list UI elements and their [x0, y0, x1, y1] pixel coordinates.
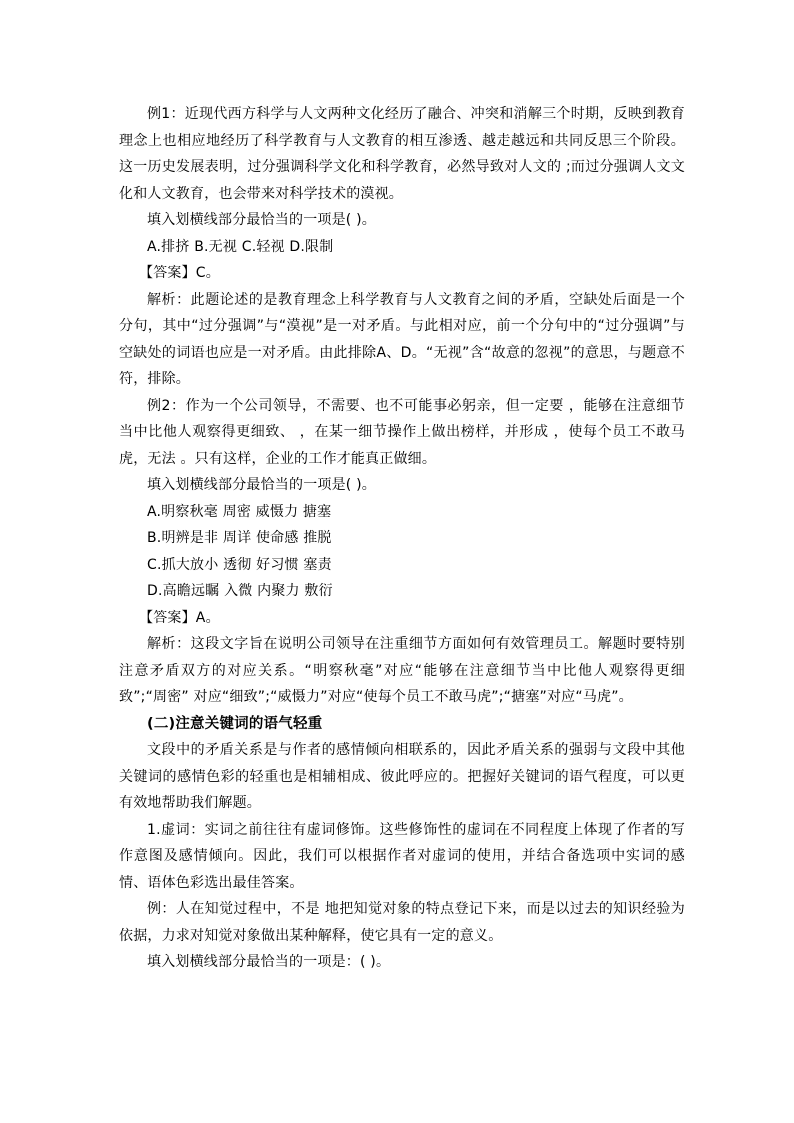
example-2-text: 例2：作为一个公司领导，不需要、也不可能事必躬亲，但一定要 ，能够在注意细节当中比他人观察得更细致、 ，在某一细节操作上做出榜样，并形成 ，使每个员工不敢马虎，无法 。只有这样，企业的工作才能真正做细。	[119, 397, 685, 467]
example-2-option-a: A.明察秋毫 周密 威慑力 搪塞	[147, 503, 332, 520]
function-words-point: 1.虚词：实词之前往往有虚词修饰。这些修饰性的虚词在不同程度上体现了作者的写作意图及感情倾向。因此，我们可以根据作者对虚词的使用，并结合备选项中实词的感情、语体色彩选出最佳答案。	[119, 821, 685, 891]
example-2-answer: 【答案】A。	[139, 609, 220, 626]
example-2-option-d: D.高瞻远瞩 入微 内聚力 敷衍	[147, 583, 333, 599]
example-1-answer: 【答案】C。	[139, 265, 220, 281]
example-3-text: 例：人在知觉过程中，不是 地把知觉对象的特点登记下来，而是以过去的知识经验为依据，力求对知觉对象做出某种解释，使它具有一定的意义。	[119, 901, 685, 944]
example-3-prompt: 填入划横线部分最恰当的一项是：( )。	[147, 954, 391, 970]
example-1-text: 例1：近现代西方科学与人文两种文化经历了融合、冲突和消解三个时期，反映到教育理念上也相应地经历了科学教育与人文教育的相互渗透、越走越远和共同反思三个阶段。这一历史发展表明，过分强调科学文化和科学教育，必然导致对人文的 ;而过分强调人文文化和人文教育，也会带来对科学技术的漠视。	[119, 106, 685, 202]
example-1-analysis: 解析：此题论述的是教育理念上科学教育与人文教育之间的矛盾，空缺处后面是一个分句，其中“过分强调”与“漠视”是一对矛盾。与此相对应，前一个分句中的“过分强调”与空缺处的词语也应是一对矛盾。由此排除A、D。“无视”含“故意的忽视”的意思，与题意不符，排除。	[119, 291, 685, 387]
example-2-prompt: 填入划横线部分最恰当的一项是( )。	[147, 477, 376, 493]
example-1-options: A.排挤 B.无视 C.轻视 D.限制	[147, 238, 334, 255]
example-2-analysis: 解析：这段文字旨在说明公司领导在注重细节方面如何有效管理员工。解题时要特别注意矛盾双方的对应关系。“明察秋毫”对应“能够在注意细节当中比他人观察得更细致”;“周密” 对应“细致”;“威慑力”对应“使每个员工不敢马虎”;“搪塞”对应“马虎”。	[119, 636, 685, 705]
example-2-option-c: C.抓大放小 透彻 好习惯 塞责	[147, 556, 332, 573]
section-intro: 文段中的矛盾关系是与作者的感情倾向相联系的，因此矛盾关系的强弱与文段中其他关键词的感情色彩的轻重也是相辅相成、彼此呼应的。把握好关键词的语气程度，可以更有效地帮助我们解题。	[119, 742, 685, 811]
example-2-option-b: B.明辨是非 周详 使命感 推脱	[147, 530, 332, 546]
example-1-prompt: 填入划横线部分最恰当的一项是( )。	[147, 212, 376, 228]
section-heading: (二)注意关键词的语气轻重	[147, 715, 323, 732]
document-page	[119, 101, 685, 976]
